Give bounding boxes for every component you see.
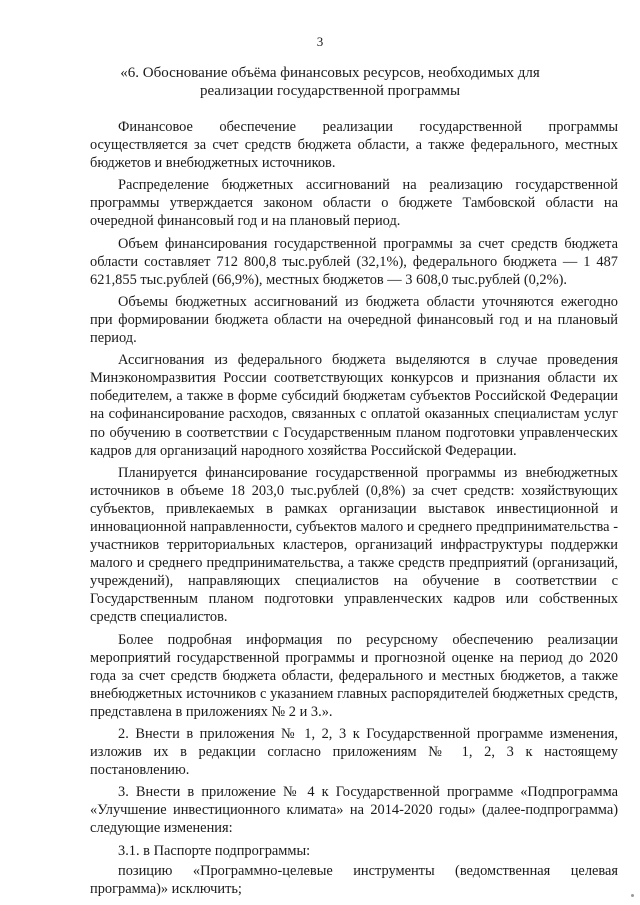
paragraph: Объемы бюджетных ассигнований из бюджета области уточняются ежегодно при формировании бюджета области на очередной финансовый год и на плановый период. xyxy=(90,293,618,347)
paragraph: Распределение бюджетных ассигнований на реализацию государственной программы утверждается законом области о бюджете Тамбовской области на очередной финансовый год и на плановый период. xyxy=(90,177,618,230)
paragraph: Планируется финансирование государственной программы из внебюджетных источников в объеме 18 203,0 тыс.рублей (0,8%) за счет средств: хозяйствующих субъектов, привлекаемых в рамках организации выставок инвестиционной и инновационной направленности, субъектов малого и среднего предпринимательства - участников территориальных кластеров, организаций инфраструктуры поддержки малого и среднего предпринимательства, а также средств предприятий (организаций, учреждений), направляющих специалистов на обучение в соответствии с Государственным планом подготовки управленческих кадров или собственных средств специалистов. xyxy=(90,464,618,626)
paragraph: Более подробная информация по ресурсному обеспечению реализации мероприятий государственной программы и прогнозной оценке на период до 2020 года за счет средств бюджета области, федерального и местных бюджетов, а также внебюджетных источников с указанием главных распорядителей бюджетных средств, представлена в приложениях № 2 и 3.». xyxy=(90,631,618,720)
paragraph: 2. Внести в приложения № 1, 2, 3 к Государственной программе изменения, изложив их в редакции согласно приложениям № 1, 2, 3 к настоящему постановлению. xyxy=(90,726,618,779)
paragraph: позицию «Программно-целевые инструменты (ведомственная целевая программа)» исключить; xyxy=(90,862,618,897)
page-number: 3 xyxy=(316,34,324,49)
paragraph: 3. Внести в приложение № 4 к Государственной программе «Подпрограмма «Улучшение инвестиционного климата» на 2014-2020 годы» (далее-подпрограмма) следующие изменения: xyxy=(90,784,618,837)
document-body xyxy=(90,118,618,898)
section-heading: «6. Обоснование объёма финансовых ресурсов, необходимых для реализации государственной программы xyxy=(120,65,540,99)
paragraph: 3.1. в Паспорте подпрограммы: xyxy=(118,842,311,859)
paragraph: Ассигнования из федерального бюджета выделяются в случае проведения Минэкономразвития России соответствующих конкурсов и признания области их победителем, а также в форме субсидий бюджетам субъектов Российской Федерации на софинансирование расходов, связанных с оплатой оказанных специалистам услуг по обучению в соответствии с Государственным планом подготовки управленческих кадров для организаций народного хозяйства Российской Федерации. xyxy=(90,352,618,459)
scan-dot xyxy=(631,894,634,897)
paragraph: Объем финансирования государственной программы за счет средств бюджета области составляет 712 800,8 тыс.рублей (32,1%), федерального бюджета — 1 487 621,855 тыс.рублей (66,9%), местных бюджетов — 3 608,0 тыс.рублей (0,2%). xyxy=(90,235,618,288)
paragraph: Финансовое обеспечение реализации государственной программы осуществляется за счет средств бюджета области, а также федерального, местных бюджетов и внебюджетных источников. xyxy=(90,119,618,172)
